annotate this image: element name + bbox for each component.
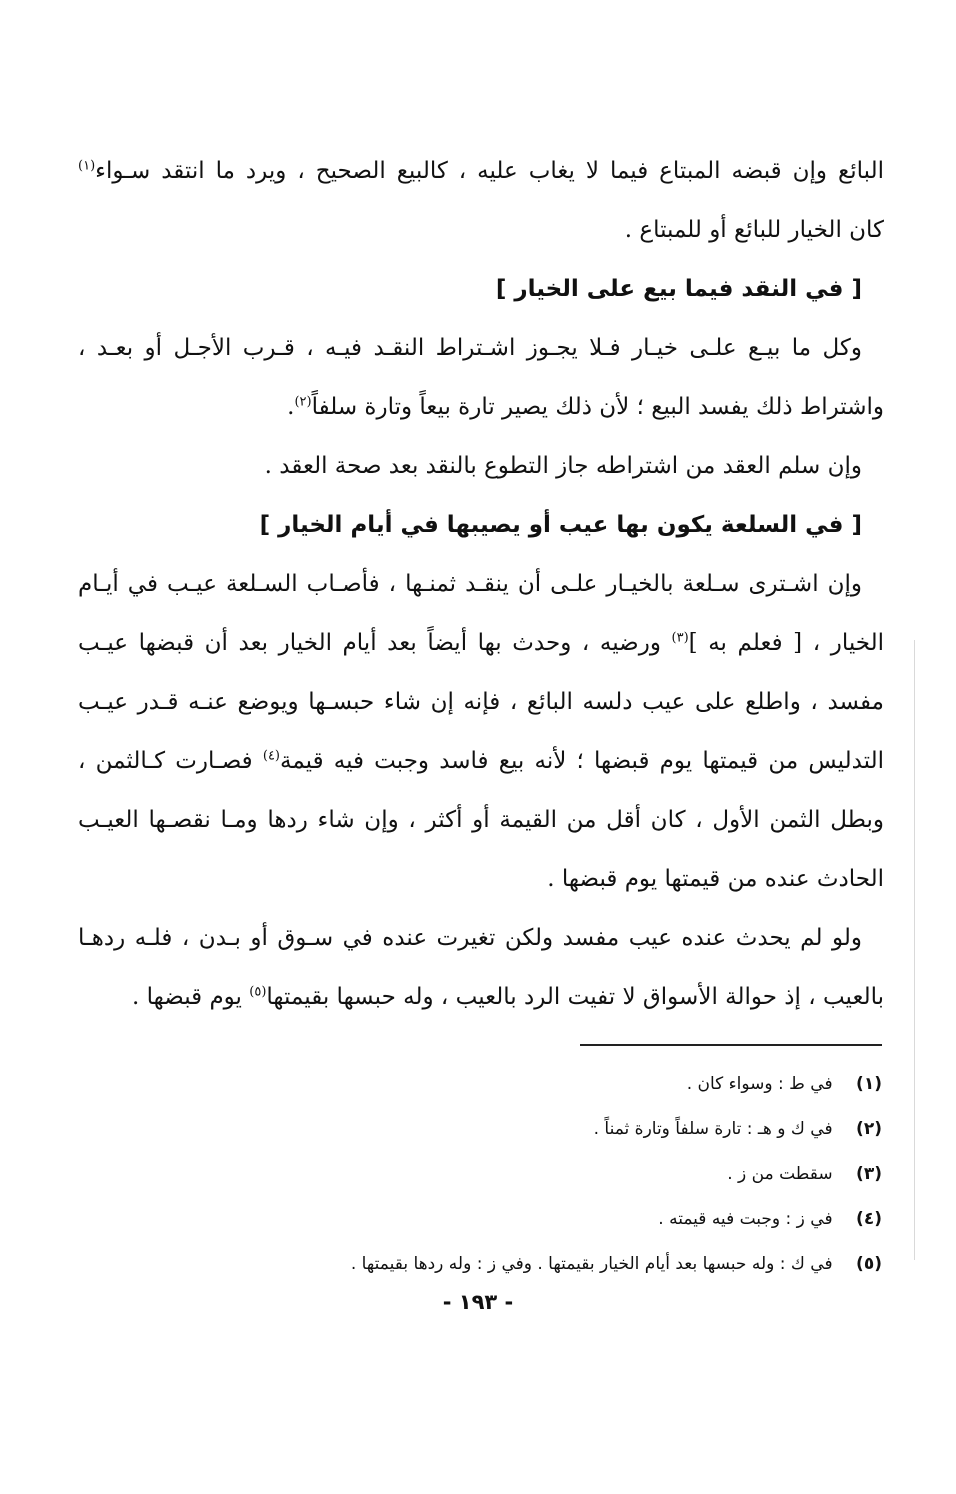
text-run: الخيار ، [ فعلم به ] [688,630,885,656]
section-heading-2: [ في السلعة يكون بها عيب أو يصيبها في أيام الخيار ] [259,512,862,538]
text-line [78,378,884,437]
footnote-ref-3: (٣) [671,630,689,646]
footnote [78,1197,882,1242]
page-number: - ١٩٣ - [442,1290,514,1314]
text-run: يوم قبضها . [132,984,242,1010]
footnote [78,1152,882,1197]
paragraph [78,555,884,909]
text-run: البائع وإن قبضه المبتاع فيما لا يغاب عليه ، كالبيع الصحيح ، ويرد ما انتقد سـواء [95,158,884,184]
paragraph [78,909,884,1027]
text-line [78,732,884,791]
text-run: بالعيب ، إذ حوالة الأسواق لا تفيت الرد بالعيب ، وله حبسها بقيمتها [266,984,884,1010]
paragraph [78,437,884,496]
section-heading-1: [ في النقد فيما بيع على الخيار ] [495,276,862,302]
footnote-text: في ك و هـ : تارة سلفاً وتارة ثمناً . [593,1119,833,1139]
footnote-number: (٥) [856,1254,882,1274]
text-run: . [287,394,295,420]
footnotes [78,1062,882,1287]
scan-edge-line [914,640,915,1260]
footnote-ref-2: (٢) [294,394,312,410]
text-run: واشتراط ذلك يفسد البيع ؛ لأن ذلك يصير تارة بيعاً وتارة سلفاً [311,394,884,420]
footnote [78,1062,882,1107]
footnote-text: في ك : وله حبسها بعد أيام الخيار بقيمتها . وفي ز : وله ردها بقيمتها . [350,1254,833,1274]
paragraph-continuation [78,142,884,260]
footnote-number: (٣) [856,1164,882,1184]
footnote-number: (١) [856,1074,882,1094]
text-line: الحادث عنده من قيمتها يوم قبضها . [547,866,884,892]
footnote-number: (٤) [856,1209,882,1229]
footnote-ref-4: (٤) [262,748,280,764]
text-line: وبطل الثمن الأول ، كان أقل من القيمة أو أكثر ، وإن شاء ردها ومـا نقصـها العيـب [78,807,884,833]
footnote-ref-5: (٥) [249,984,267,1000]
text-line: مفسد ، واطلع على عيب دلسه البائع ، فإنه إن شاء حبسـها ويوضع عنـه قـدر عيـب [78,689,884,715]
footnote [78,1242,882,1287]
footnote-number: (٢) [856,1119,882,1139]
text-run: التدليس من قيمتها يوم قبضها ؛ لأنه بيع فاسد وجبت فيه قيمة [280,748,884,774]
paragraph [78,319,884,437]
body-text [78,142,884,1027]
text-line: وكل ما بيـع علـى خيـار فـلا يجـوز اشـتراط النقـد فيـه ، قـرب الأجـل أو بعـد ، [78,335,862,361]
footnote [78,1107,882,1152]
footnote-text: سقطت من ز . [727,1164,833,1184]
footnote-separator [580,1044,882,1046]
text-line: كان الخيار للبائع أو للمبتاع . [624,217,884,243]
text-line [78,142,884,201]
text-line [78,614,884,673]
text-run: ورضيه ، وحدث بها أيضاً بعد أيام الخيار بعد أن قبضها عيـب [78,630,661,656]
footnote-text: في ط : وسواء كان . [686,1074,833,1094]
text-line [78,968,884,1027]
text-line: وإن سلم العقد من اشتراطه جاز التطوع بالنقد بعد صحة العقد . [264,453,862,479]
text-line: وإن اشـترى سـلعة بالخيـار علـى أن ينقـد ثمنـها ، فأصـاب السـلعة عيـب في أيـام [78,571,862,597]
text-line: ولو لم يحدث عنده عيب مفسد ولكن تغيرت عنده في سـوق أو بـدن ، فلـه ردهـا [78,925,862,951]
text-run: فصـارت كـالثمن ، [78,748,253,774]
footnote-ref-1: (١) [78,158,96,174]
footnote-text: في ز : وجبت فيه قيمته . [658,1209,833,1229]
